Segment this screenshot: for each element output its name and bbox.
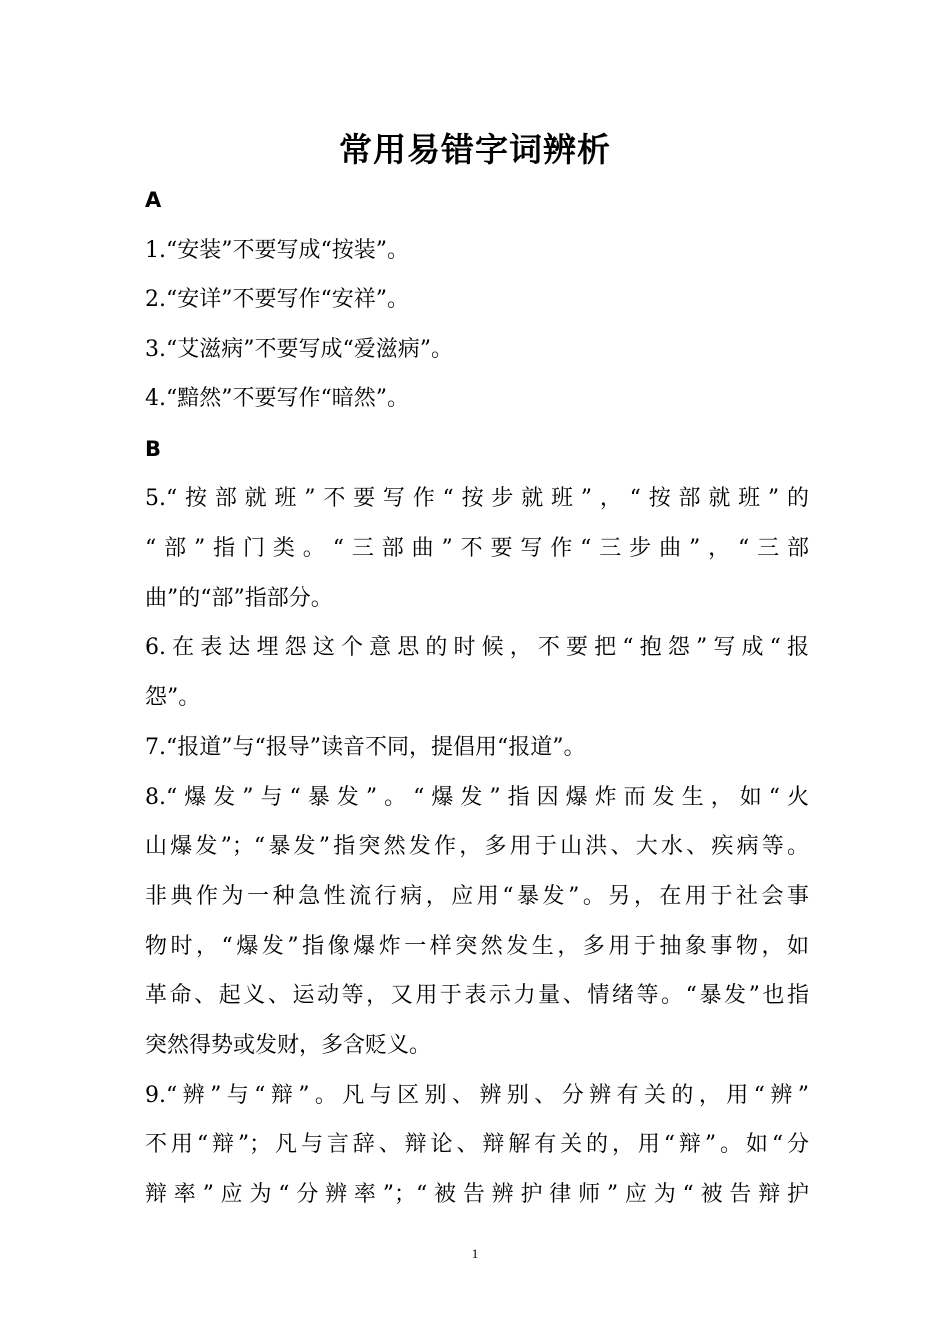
section-heading-b: B [145, 437, 162, 461]
entry-line: 2.“安详”不要写作“安祥”。 [145, 287, 409, 312]
entry-line: 5.“按部就班”不要写作“按步就班”，“按部就班”的 [145, 486, 809, 511]
entry-line: “部”指门类。“三部曲”不要写作“三步曲”，“三部 [145, 536, 809, 561]
entry-line: 物时，“爆发”指像爆炸一样突然发生，多用于抽象事物，如 [145, 934, 809, 959]
entry-line: 曲”的“部”指部分。 [145, 586, 333, 611]
entry-line: 7.“报道”与“报导”读音不同，提倡用“报道”。 [145, 735, 586, 760]
entry-line: 8.“爆发”与“暴发”。“爆发”指因爆炸而发生，如“火 [145, 785, 809, 810]
entry-line: 6.在表达埋怨这个意思的时候，不要把“抱怨”写成“报 [145, 635, 809, 660]
entry-line: 3.“艾滋病”不要写成“爱滋病”。 [145, 337, 453, 362]
entry-line: 4.“黯然”不要写作“暗然”。 [145, 386, 409, 411]
entry-line: 革命、起义、运动等，又用于表示力量、情绪等。“暴发”也指 [145, 983, 809, 1008]
entry-line: 突然得势或发财，多含贬义。 [145, 1033, 432, 1058]
entry-line: 辩率”应为“分辨率”；“被告辨护律师”应为“被告辩护 [145, 1182, 809, 1207]
entry-line: 非典作为一种急性流行病，应用“暴发”。另，在用于社会事 [145, 884, 809, 909]
entry-line: 山爆发”；“暴发”指突然发作，多用于山洪、大水、疾病等。 [145, 834, 809, 859]
entry-line: 1.“安装”不要写成“按装”。 [145, 238, 409, 263]
page-number: 1 [471, 1246, 479, 1261]
entry-line: 怨”。 [145, 685, 201, 710]
entry-line: 9.“辨”与“辩”。凡与区别、辨别、分辨有关的，用“辨” [145, 1083, 809, 1108]
entry-line: 不用“辩”；凡与言辞、辩论、辩解有关的，用“辩”。如“分 [145, 1132, 809, 1157]
page-title: 常用易错字词辨析 [339, 130, 611, 169]
section-heading-a: A [145, 188, 162, 212]
